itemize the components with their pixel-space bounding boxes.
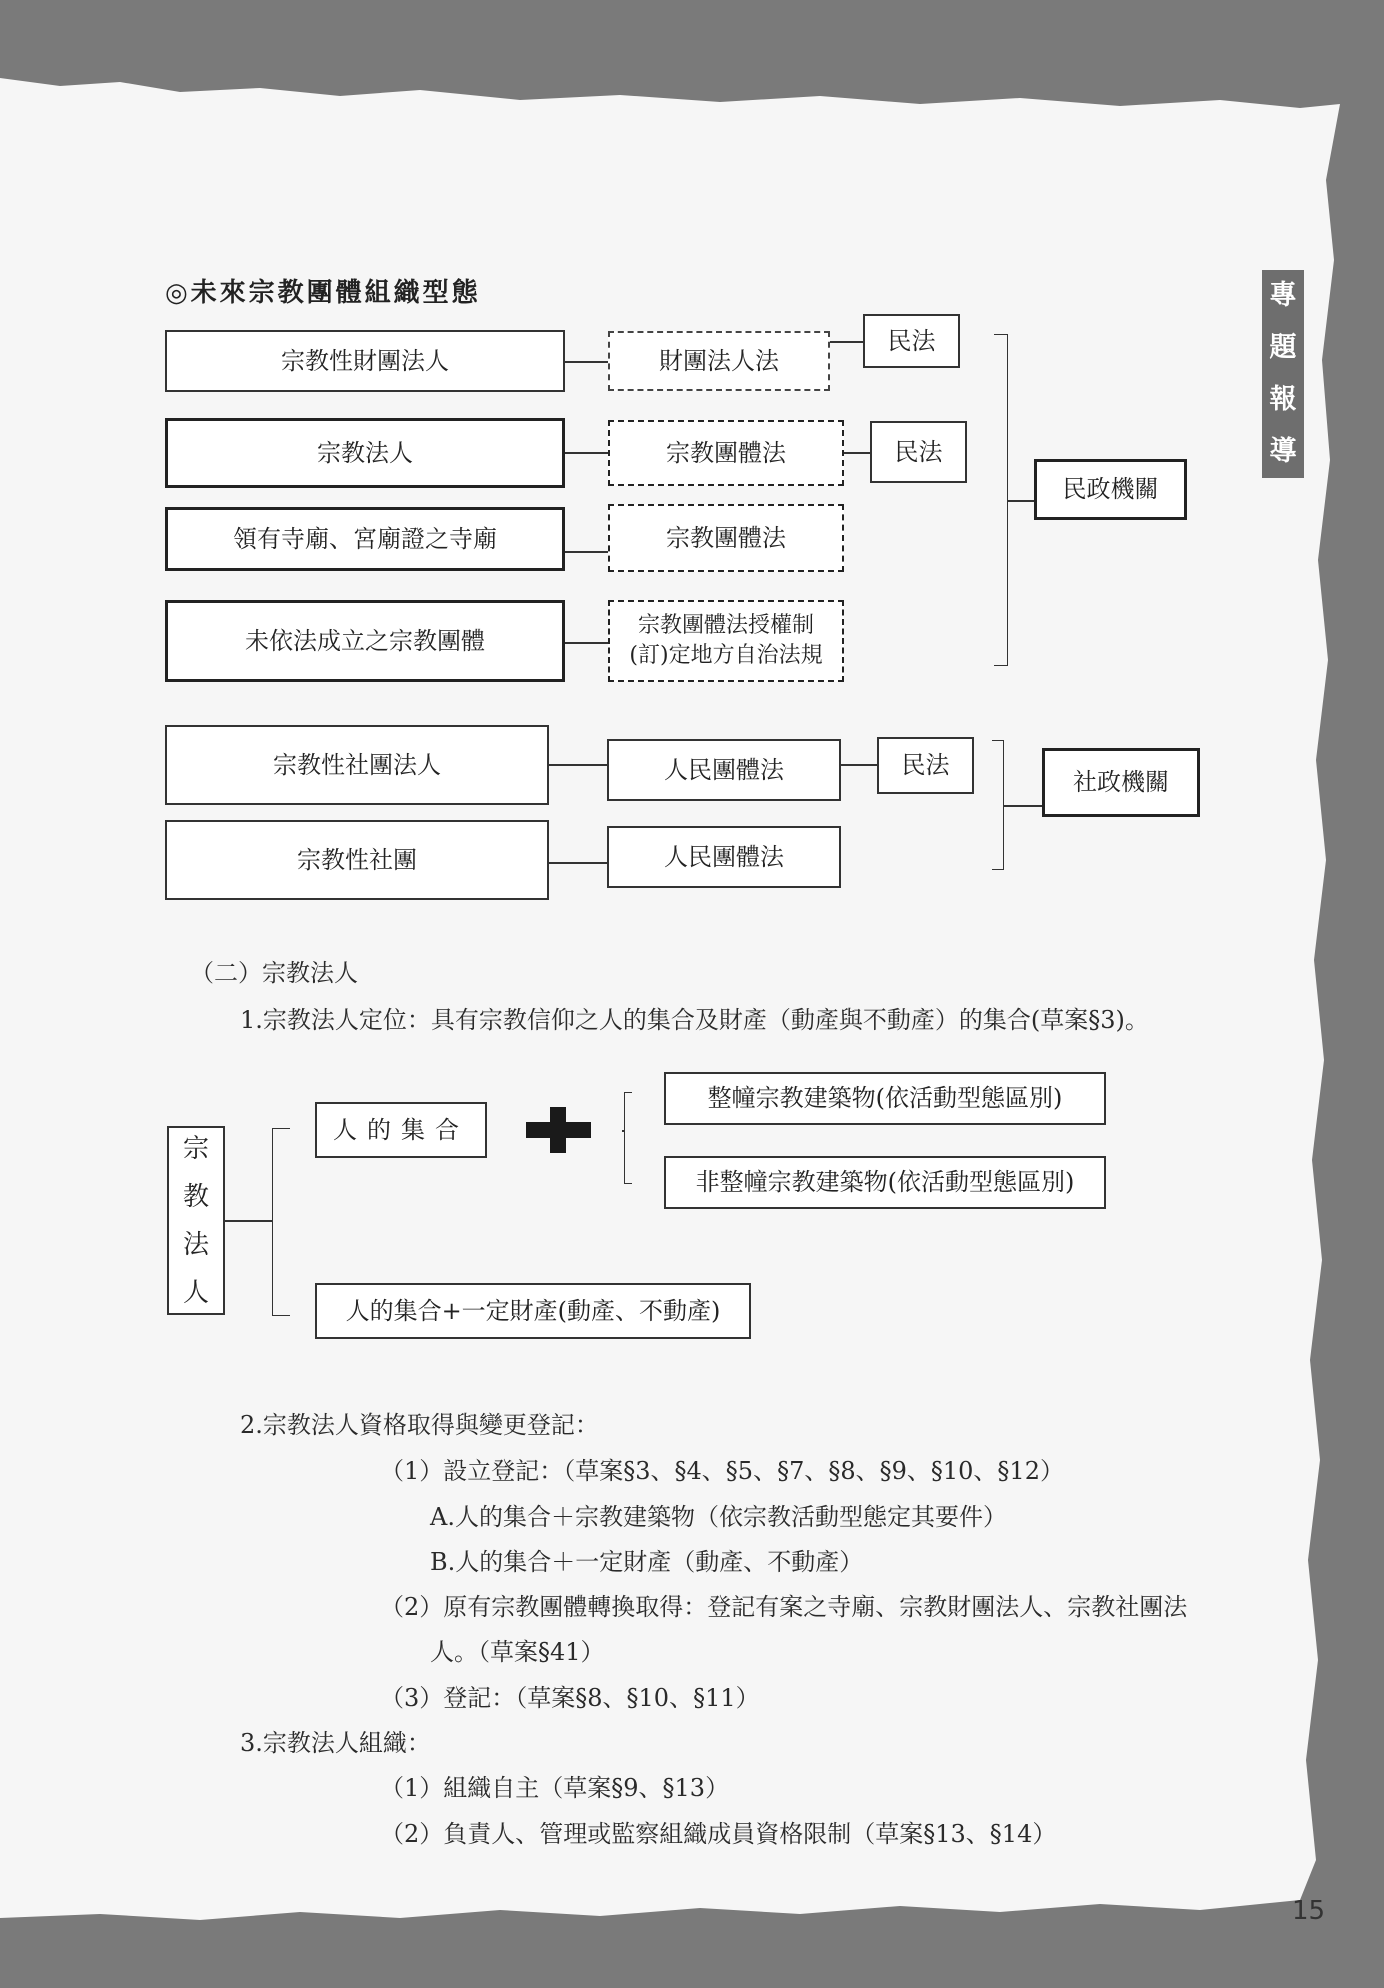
law-box: 人民團體法 — [607, 739, 841, 801]
building-box: 非整幢宗教建築物(依活動型態區別) — [664, 1156, 1106, 1209]
entity-box: 未依法成立之宗教團體 — [165, 600, 565, 682]
diagram-title: ◎未來宗教團體組織型態 — [165, 278, 481, 308]
concept-char: 人 — [182, 1277, 209, 1308]
connector-line — [549, 764, 607, 766]
entity-box: 宗教性社團法人 — [165, 725, 549, 805]
paragraph: 1.宗教法人定位：具有宗教信仰之人的集合及財產（動產與不動產）的集合(草案§3)。 — [240, 1006, 1149, 1034]
law-box: 財團法人法 — [608, 331, 830, 391]
law-box: 人民團體法 — [607, 826, 841, 888]
concept-part-box: 人的集合 — [315, 1102, 487, 1158]
civil-law-box: 民法 — [870, 421, 967, 483]
connector-line — [565, 551, 608, 553]
group-bracket — [624, 1092, 632, 1184]
entity-box: 宗教性財團法人 — [165, 330, 565, 392]
paragraph: 3.宗教法人組織： — [240, 1729, 431, 1757]
section-heading: （二）宗教法人 — [190, 959, 358, 987]
connector-line — [225, 1220, 272, 1222]
concept-box — [167, 1126, 225, 1315]
paragraph: （1）設立登記：（草案§3、§4、§5、§7、§8、§9、§10、§12） — [380, 1457, 1064, 1485]
section-tab — [1262, 270, 1304, 478]
civil-law-box: 民法 — [863, 314, 960, 368]
connector-line — [549, 862, 607, 864]
section-tab-char: 題 — [1269, 332, 1297, 363]
entity-box: 宗教性社團 — [165, 820, 549, 900]
paragraph: （3）登記：（草案§8、§10、§11） — [380, 1684, 760, 1712]
connector-line — [830, 341, 863, 343]
law-box: 宗教團體法 — [608, 504, 844, 572]
concept-char: 教 — [182, 1181, 209, 1212]
law-box — [608, 600, 844, 682]
paragraph: 2.宗教法人資格取得與變更登記： — [240, 1411, 599, 1439]
connector-line — [565, 452, 608, 454]
paragraph: （2）原有宗教團體轉換取得：登記有案之寺廟、宗教財團法人、宗教社團法 — [380, 1593, 1188, 1621]
page-number: 15 — [1292, 1896, 1326, 1926]
building-box: 整幢宗教建築物(依活動型態區別) — [664, 1072, 1106, 1125]
law-box: 宗教團體法 — [608, 420, 844, 486]
authority-box: 民政機關 — [1034, 459, 1187, 520]
connector-line — [1008, 500, 1034, 502]
section-tab-char: 報 — [1269, 384, 1297, 415]
paragraph: B.人的集合＋一定財產（動產、不動產） — [430, 1548, 864, 1576]
connector-line — [844, 452, 870, 454]
group-bracket — [994, 334, 1008, 666]
connector-line — [565, 361, 608, 363]
law-box-line: 宗教團體法授權制 — [637, 613, 814, 639]
group-bracket — [992, 740, 1004, 870]
concept-char: 法 — [182, 1229, 209, 1260]
connector-line — [841, 764, 877, 766]
paragraph: 人。（草案§41） — [430, 1638, 605, 1666]
concept-part-box: 人的集合+一定財產(動產、不動產) — [315, 1283, 751, 1339]
connector-line — [565, 642, 608, 644]
section-tab-char: 專 — [1269, 280, 1297, 311]
plus-icon — [526, 1107, 591, 1153]
paragraph: （1）組織自主（草案§9、§13） — [380, 1774, 730, 1802]
paragraph: A.人的集合＋宗教建築物（依宗教活動型態定其要件） — [430, 1503, 1007, 1531]
section-tab-char: 導 — [1269, 436, 1297, 467]
authority-box: 社政機關 — [1042, 748, 1200, 817]
civil-law-box: 民法 — [877, 737, 974, 794]
entity-box: 宗教法人 — [165, 418, 565, 488]
group-bracket — [272, 1128, 290, 1316]
connector-line — [1004, 805, 1042, 807]
law-box-line: (訂)定地方自治法規 — [629, 643, 823, 668]
paragraph: （2）負責人、管理或監察組織成員資格限制（草案§13、§14） — [380, 1820, 1057, 1848]
concept-char: 宗 — [182, 1133, 209, 1164]
entity-box: 領有寺廟、宮廟證之寺廟 — [165, 507, 565, 571]
